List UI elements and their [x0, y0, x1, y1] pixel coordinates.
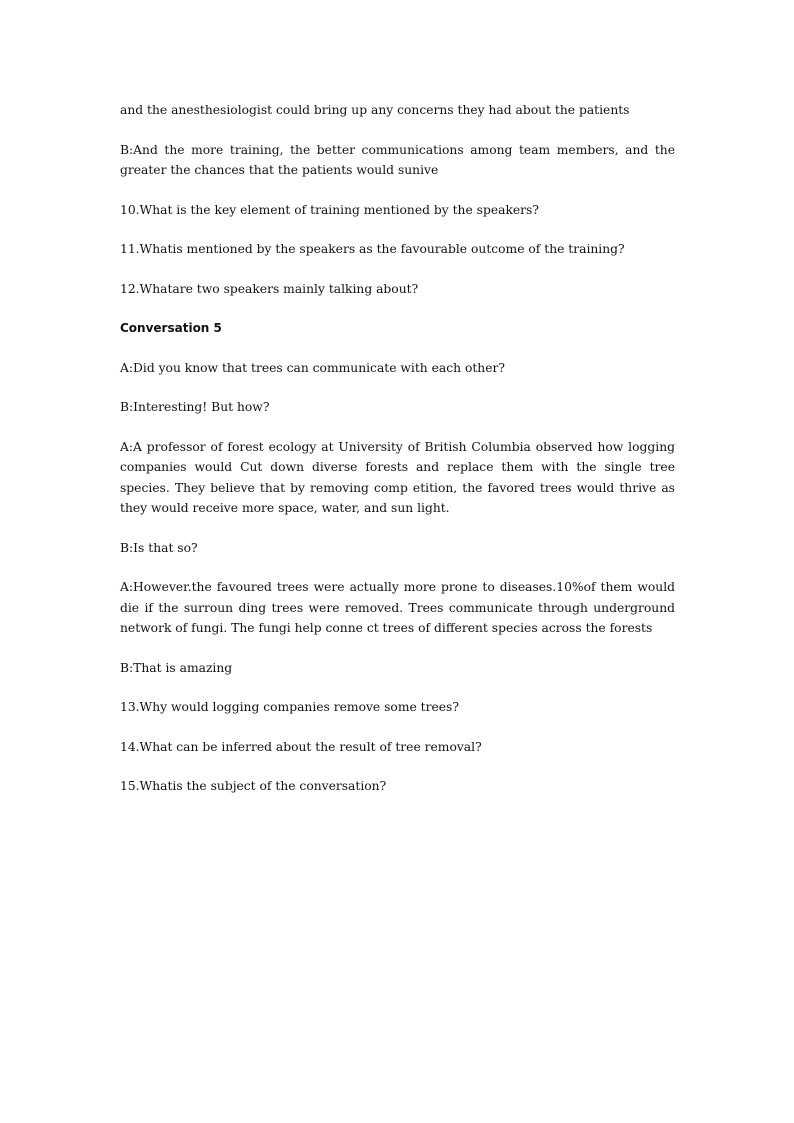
- document-page: [120, 100, 675, 816]
- dialogue-line-2: B:Interesting! But how?: [120, 400, 270, 414]
- question-11: 11.Whatis mentioned by the speakers as the favourable outcome of the training?: [120, 242, 625, 256]
- dialogue-line-1: A:Did you know that trees can communicate with each other?: [120, 360, 505, 375]
- paragraph-training-communications: B:And the more training, the better communications among team members, and the greater the chances that the patients would sunive: [120, 142, 675, 177]
- question-13: 13.Why would logging companies remove some trees?: [120, 700, 459, 714]
- dialogue-line-4: B:Is that so?: [120, 540, 198, 555]
- question-12: 12.Whatare two speakers mainly talking about?: [120, 281, 419, 296]
- question-14: 14.What can be inferred about the result of tree removal?: [120, 739, 482, 754]
- dialogue-line-3: A:A professor of forest ecology at University of British Columbia observed how logging companies would Cut down diverse forests and replace them with the single tree species. They believe that by removing comp etition, the favored trees would thrive as they would receive more space, water, and sun light.: [120, 439, 675, 515]
- dialogue-line-5: A:However.the favoured trees were actually more prone to diseases.10%of them would die if the surroun ding trees were removed. Trees communicate through underground network of fungi. The fungi help conne ct trees of different species across the forests: [120, 580, 675, 635]
- paragraph-anesthesiologist: and the anesthesiologist could bring up any concerns they had about the patients: [120, 103, 630, 117]
- dialogue-line-6: B:That is amazing: [120, 660, 233, 675]
- question-10: 10.What is the key element of training mentioned by the speakers?: [120, 202, 539, 217]
- conversation-heading: Conversation 5: [120, 321, 222, 335]
- question-15: 15.Whatis the subject of the conversation?: [120, 779, 387, 793]
